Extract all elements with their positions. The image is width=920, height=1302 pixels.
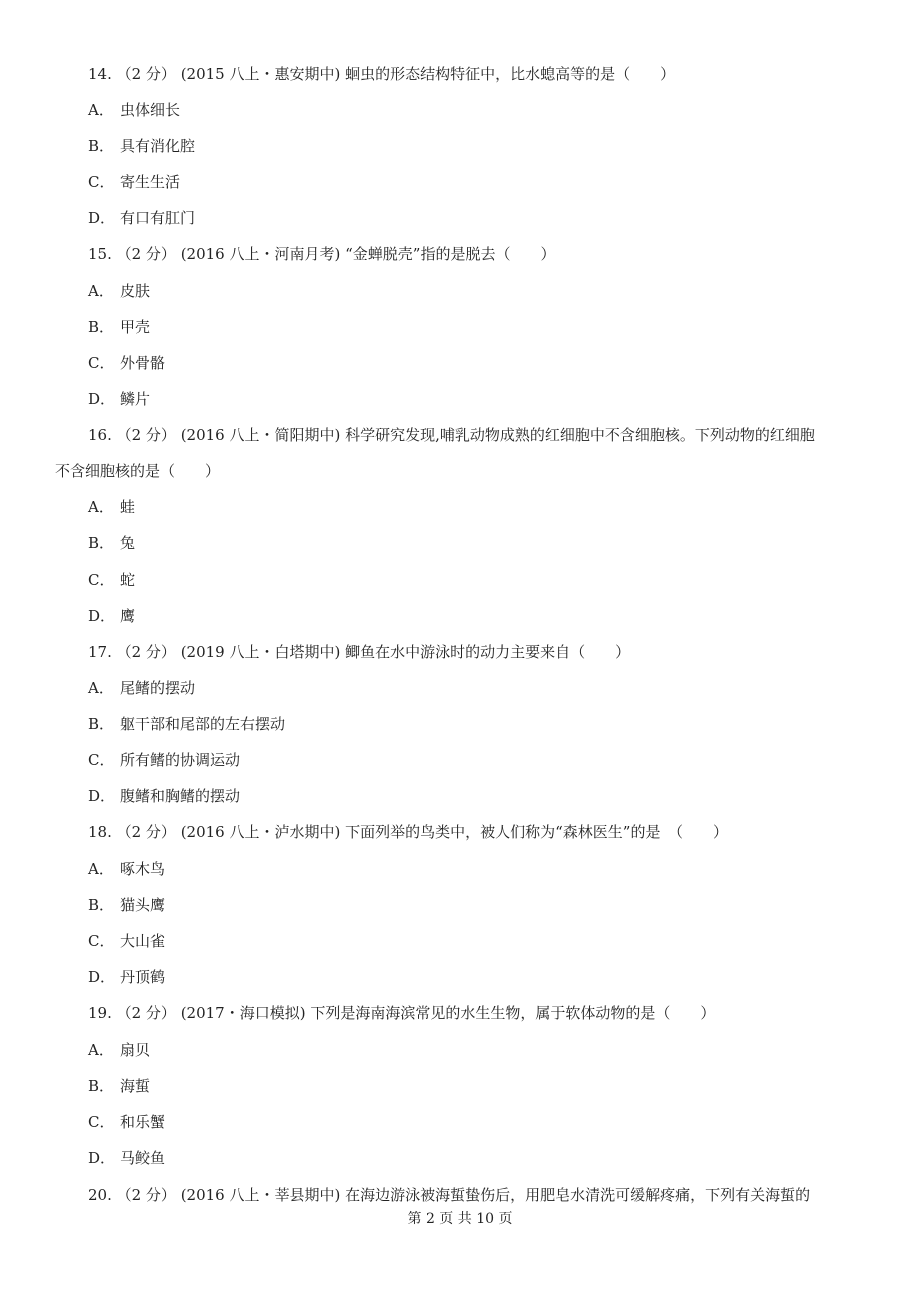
option-letter: D． [88, 787, 116, 805]
question-15-option-b[interactable] [88, 317, 150, 337]
question-19-option-c[interactable] [88, 1112, 165, 1132]
question-14-option-a[interactable] [88, 100, 180, 120]
option-text: 尾鳍的摆动 [120, 679, 196, 697]
question-18-option-b[interactable] [88, 895, 165, 915]
option-text: 有口有肛门 [120, 209, 196, 227]
option-letter: C． [88, 751, 115, 769]
question-14-option-c[interactable] [88, 172, 180, 192]
question-18-option-d[interactable] [88, 967, 165, 987]
question-19-stem: 19. （2 分） (2017・海口模拟) 下列是海南海滨常见的水生生物，属于软体动物的是（ ） [88, 1004, 716, 1022]
question-16-stem: 16. （2 分） (2016 八上・简阳期中) 科学研究发现,哺乳动物成熟的红细胞中不含细胞核。下列动物的红细胞 [88, 426, 815, 444]
question-15-option-a[interactable] [88, 281, 150, 301]
question-15-option-d[interactable] [88, 389, 150, 409]
question-15-option-c[interactable] [88, 353, 165, 373]
option-letter: B． [88, 534, 115, 552]
question-17-option-a[interactable] [88, 678, 195, 698]
question-16-option-c[interactable] [88, 570, 135, 590]
question-16-option-d[interactable] [88, 606, 135, 626]
option-text: 马鲛鱼 [120, 1149, 166, 1167]
option-letter: C． [88, 1113, 115, 1131]
question-16-stem-continuation: 不含细胞核的是（ ） [55, 462, 221, 480]
question-16-option-a[interactable] [88, 497, 135, 517]
option-letter: B． [88, 1077, 115, 1095]
option-text: 啄木鸟 [120, 860, 166, 878]
question-17-stem: 17. （2 分） (2019 八上・白塔期中) 鲫鱼在水中游泳时的动力主要来自（ ） [88, 643, 631, 661]
option-text: 鹰 [120, 607, 136, 625]
option-letter: A． [88, 498, 114, 516]
question-19-option-b[interactable] [88, 1076, 150, 1096]
question-19-option-a[interactable] [88, 1040, 150, 1060]
option-letter: A． [88, 860, 114, 878]
question-16-option-b[interactable] [88, 533, 135, 553]
option-text: 蛇 [120, 571, 136, 589]
option-text: 丹顶鹤 [120, 968, 166, 986]
option-text: 扇贝 [120, 1041, 151, 1059]
question-17-option-b[interactable] [88, 714, 285, 734]
option-text: 腹鳍和胸鳍的摆动 [120, 787, 241, 805]
question-19-option-d[interactable] [88, 1148, 165, 1168]
option-text: 躯干部和尾部的左右摆动 [120, 715, 286, 733]
option-letter: C． [88, 571, 115, 589]
option-letter: D． [88, 390, 116, 408]
option-letter: D． [88, 607, 116, 625]
question-14-stem: 14. （2 分） (2015 八上・惠安期中) 蛔虫的形态结构特征中，比水螅高等的是（ ） [88, 65, 676, 83]
option-letter: B． [88, 137, 115, 155]
option-text: 所有鳍的协调运动 [120, 751, 241, 769]
option-text: 寄生生活 [120, 173, 181, 191]
option-text: 海蜇 [120, 1077, 151, 1095]
question-14-option-b[interactable] [88, 136, 195, 156]
question-20-stem: 20. （2 分） (2016 八上・莘县期中) 在海边游泳被海蜇蛰伤后，用肥皂水清洗可缓解疼痛，下列有关海蜇的 [88, 1186, 811, 1204]
option-text: 虫体细长 [120, 101, 181, 119]
option-letter: C． [88, 354, 115, 372]
option-text: 大山雀 [120, 932, 166, 950]
question-18-option-c[interactable] [88, 931, 165, 951]
option-letter: D． [88, 209, 116, 227]
option-text: 具有消化腔 [120, 137, 196, 155]
question-17-option-d[interactable] [88, 786, 240, 806]
option-letter: D． [88, 1149, 116, 1167]
option-letter: D． [88, 968, 116, 986]
question-17-option-c[interactable] [88, 750, 240, 770]
option-text: 蛙 [120, 498, 136, 516]
question-18-stem: 18. （2 分） (2016 八上・泸水期中) 下面列举的鸟类中，被人们称为“森林医生”的是 （ ） [88, 823, 728, 841]
option-letter: B． [88, 318, 115, 336]
option-text: 和乐蟹 [120, 1113, 166, 1131]
page-footer: 第 2 页 共 10 页 [407, 1211, 513, 1227]
question-18-option-a[interactable] [88, 859, 165, 879]
option-text: 外骨骼 [120, 354, 166, 372]
option-letter: C． [88, 173, 115, 191]
option-letter: B． [88, 896, 115, 914]
option-letter: A． [88, 101, 114, 119]
option-letter: C． [88, 932, 115, 950]
option-text: 猫头鹰 [120, 896, 166, 914]
option-letter: A． [88, 1041, 114, 1059]
option-text: 甲壳 [120, 318, 151, 336]
option-text: 皮肤 [120, 282, 151, 300]
question-14-option-d[interactable] [88, 208, 195, 228]
option-text: 兔 [120, 534, 136, 552]
option-letter: A． [88, 679, 114, 697]
question-15-stem: 15. （2 分） (2016 八上・河南月考) “金蝉脱壳”指的是脱去（ ） [88, 245, 556, 263]
option-letter: A． [88, 282, 114, 300]
option-letter: B． [88, 715, 115, 733]
option-text: 鳞片 [120, 390, 151, 408]
